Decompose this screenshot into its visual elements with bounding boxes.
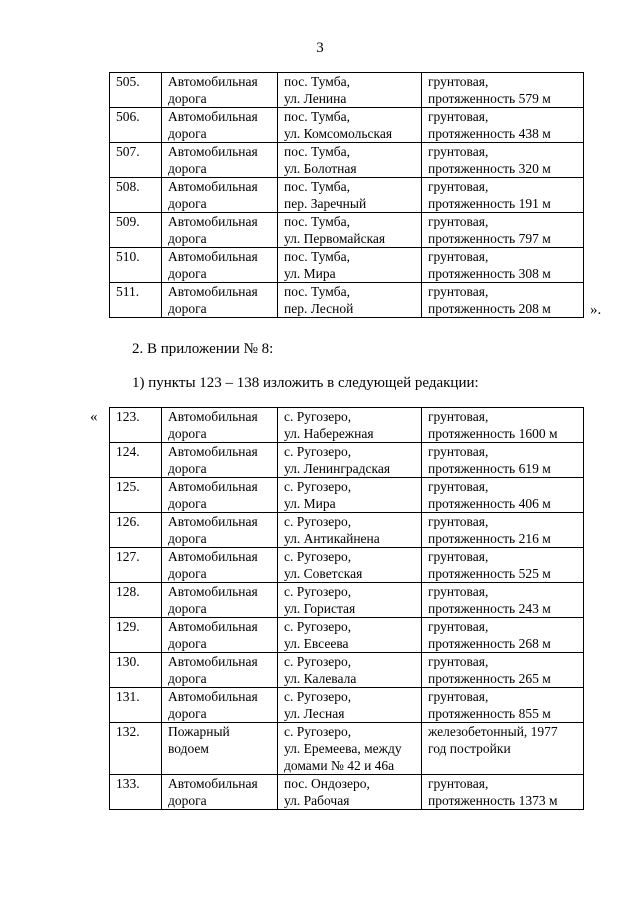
item-number-cell: 508. [110, 178, 162, 213]
item-number-cell: 132. [110, 723, 162, 775]
object-location-line: ул. Набережная [284, 426, 374, 441]
object-description-line: протяженность 797 м [428, 231, 551, 246]
page-number: 3 [316, 40, 324, 56]
item-number-cell: 129. [110, 618, 162, 653]
object-type-cell [162, 283, 278, 318]
object-description-line: грунтовая, [428, 479, 489, 494]
object-location-cell [278, 723, 422, 775]
object-location-line: пос. Тумба, [284, 109, 350, 124]
object-type-cell [162, 775, 278, 810]
object-location-line: ул. Евсеева [284, 636, 349, 651]
object-location-line: с. Ругозеро, [284, 584, 352, 599]
closing-quote: ». [590, 302, 602, 318]
object-type-cell [162, 618, 278, 653]
object-type-line: дорога [168, 793, 207, 808]
object-description-cell [422, 583, 584, 618]
table-row [110, 143, 584, 178]
table-row [110, 688, 584, 723]
item-number-cell: 126. [110, 513, 162, 548]
object-location-line: ул. Калевала [284, 671, 357, 686]
object-location-line: ул. Первомайская [284, 231, 386, 246]
object-type-cell [162, 143, 278, 178]
object-description-line: грунтовая, [428, 249, 489, 264]
object-location-line: пер. Лесной [284, 301, 354, 316]
object-type-cell [162, 583, 278, 618]
table-row [110, 283, 584, 318]
object-description-line: грунтовая, [428, 549, 489, 564]
object-location-cell [278, 213, 422, 248]
object-description-line: грунтовая, [428, 214, 489, 229]
object-type-cell [162, 248, 278, 283]
object-description-cell [422, 653, 584, 688]
object-description-line: протяженность 1373 м [428, 793, 558, 808]
object-type-line: дорога [168, 161, 207, 176]
table-row [110, 618, 584, 653]
object-description-line: железобетонный, 1977 [428, 724, 558, 739]
object-description-cell [422, 513, 584, 548]
object-description-cell [422, 688, 584, 723]
object-description-cell [422, 248, 584, 283]
object-type-cell [162, 723, 278, 775]
object-location-line: с. Ругозеро, [284, 654, 352, 669]
object-location-cell [278, 653, 422, 688]
table-row [110, 478, 584, 513]
object-location-cell [278, 248, 422, 283]
object-location-line: ул. Мира [284, 266, 336, 281]
object-type-cell [162, 108, 278, 143]
object-location-line: пер. Заречный [284, 196, 367, 211]
object-type-line: дорога [168, 426, 207, 441]
object-location-line: пос. Тумба, [284, 249, 350, 264]
object-description-cell [422, 283, 584, 318]
object-type-line: Автомобильная [168, 689, 258, 704]
table-row [110, 108, 584, 143]
object-location-cell [278, 688, 422, 723]
object-location-cell [278, 443, 422, 478]
object-type-line: дорога [168, 196, 207, 211]
object-description-line: протяженность 438 м [428, 126, 551, 141]
object-location-line: ул. Антикайнена [284, 531, 380, 546]
object-type-line: Автомобильная [168, 214, 258, 229]
table-row [110, 775, 584, 810]
object-type-cell [162, 443, 278, 478]
object-type-line: Автомобильная [168, 654, 258, 669]
object-type-cell [162, 178, 278, 213]
object-location-line: пос. Тумба, [284, 144, 350, 159]
object-location-line: ул. Рабочая [284, 793, 350, 808]
table-row [110, 408, 584, 443]
register-table-2 [109, 407, 584, 810]
object-type-cell [162, 408, 278, 443]
object-location-line: ул. Еремеева, между [284, 741, 402, 756]
item-number-cell: 123. [110, 408, 162, 443]
object-type-line: дорога [168, 531, 207, 546]
object-description-cell [422, 108, 584, 143]
paragraph-items-edit: 1) пункты 123 – 138 изложить в следующей редакции: [132, 375, 479, 391]
object-location-line: домами № 42 и 46а [284, 758, 395, 773]
object-location-line: ул. Болотная [284, 161, 357, 176]
object-description-line: протяженность 1600 м [428, 426, 558, 441]
object-description-line: грунтовая, [428, 619, 489, 634]
object-description-line: протяженность 243 м [428, 601, 551, 616]
object-location-cell [278, 548, 422, 583]
object-type-line: Автомобильная [168, 514, 258, 529]
object-type-line: Пожарный [168, 724, 230, 739]
object-location-line: ул. Комсомольская [284, 126, 393, 141]
item-number-cell: 507. [110, 143, 162, 178]
object-description-line: протяженность 308 м [428, 266, 551, 281]
item-number-cell: 124. [110, 443, 162, 478]
object-description-cell [422, 213, 584, 248]
object-description-line: грунтовая, [428, 689, 489, 704]
object-type-line: дорога [168, 91, 207, 106]
table-row [110, 723, 584, 775]
item-number-cell: 506. [110, 108, 162, 143]
object-type-line: Автомобильная [168, 776, 258, 791]
object-type-cell [162, 478, 278, 513]
object-location-cell [278, 408, 422, 443]
table-row [110, 178, 584, 213]
object-location-cell [278, 513, 422, 548]
object-type-line: Автомобильная [168, 619, 258, 634]
object-location-line: пос. Ондозеро, [284, 776, 370, 791]
item-number-cell: 131. [110, 688, 162, 723]
object-type-line: Автомобильная [168, 74, 258, 89]
object-description-line: протяженность 191 м [428, 196, 551, 211]
object-type-cell [162, 213, 278, 248]
object-type-line: дорога [168, 566, 207, 581]
object-type-line: дорога [168, 126, 207, 141]
object-description-line: грунтовая, [428, 409, 489, 424]
object-description-line: грунтовая, [428, 74, 489, 89]
object-location-line: ул. Лесная [284, 706, 345, 721]
table-row [110, 548, 584, 583]
table-row [110, 513, 584, 548]
object-type-line: дорога [168, 301, 207, 316]
object-location-line: с. Ругозеро, [284, 514, 352, 529]
object-type-line: дорога [168, 706, 207, 721]
object-location-line: пос. Тумба, [284, 284, 350, 299]
object-description-cell [422, 478, 584, 513]
object-description-cell [422, 443, 584, 478]
object-location-line: с. Ругозеро, [284, 689, 352, 704]
object-type-line: дорога [168, 461, 207, 476]
object-description-line: протяженность 208 м [428, 301, 551, 316]
table-row [110, 583, 584, 618]
item-number-cell: 127. [110, 548, 162, 583]
object-type-line: дорога [168, 636, 207, 651]
object-type-line: дорога [168, 671, 207, 686]
object-description-line: протяженность 525 м [428, 566, 551, 581]
object-location-cell [278, 478, 422, 513]
object-type-line: водоем [168, 741, 209, 756]
object-description-line: протяженность 265 м [428, 671, 551, 686]
object-type-line: дорога [168, 266, 207, 281]
object-description-cell [422, 408, 584, 443]
object-description-line: грунтовая, [428, 584, 489, 599]
object-description-line: грунтовая, [428, 776, 489, 791]
item-number-cell: 130. [110, 653, 162, 688]
object-description-line: протяженность 216 м [428, 531, 551, 546]
object-description-line: протяженность 579 м [428, 91, 551, 106]
object-location-line: с. Ругозеро, [284, 724, 352, 739]
object-description-line: грунтовая, [428, 144, 489, 159]
object-location-cell [278, 178, 422, 213]
object-location-line: с. Ругозеро, [284, 619, 352, 634]
object-type-line: дорога [168, 496, 207, 511]
object-description-line: протяженность 320 м [428, 161, 551, 176]
item-number-cell: 510. [110, 248, 162, 283]
item-number-cell: 505. [110, 73, 162, 108]
item-number-cell: 128. [110, 583, 162, 618]
object-location-line: пос. Тумба, [284, 74, 350, 89]
paragraph-appendix-8: 2. В приложении № 8: [132, 341, 274, 357]
object-description-line: грунтовая, [428, 179, 489, 194]
item-number-cell: 125. [110, 478, 162, 513]
object-location-line: ул. Мира [284, 496, 336, 511]
object-location-line: с. Ругозеро, [284, 409, 352, 424]
object-description-line: год постройки [428, 741, 511, 756]
object-description-cell [422, 618, 584, 653]
object-description-line: протяженность 855 м [428, 706, 551, 721]
object-type-line: Автомобильная [168, 144, 258, 159]
object-description-line: грунтовая, [428, 654, 489, 669]
table-row [110, 443, 584, 478]
object-type-line: Автомобильная [168, 549, 258, 564]
object-location-line: с. Ругозеро, [284, 479, 352, 494]
object-type-cell [162, 653, 278, 688]
object-type-line: Автомобильная [168, 584, 258, 599]
object-type-line: Автомобильная [168, 179, 258, 194]
object-type-cell [162, 688, 278, 723]
object-description-cell [422, 775, 584, 810]
object-location-line: ул. Советская [284, 566, 363, 581]
object-type-line: дорога [168, 601, 207, 616]
object-location-cell [278, 283, 422, 318]
opening-quote: « [90, 409, 98, 425]
object-description-cell [422, 548, 584, 583]
object-description-cell [422, 723, 584, 775]
table-row [110, 73, 584, 108]
object-location-cell [278, 583, 422, 618]
table-row [110, 653, 584, 688]
object-type-line: Автомобильная [168, 109, 258, 124]
object-type-line: Автомобильная [168, 409, 258, 424]
object-type-cell [162, 548, 278, 583]
object-location-line: пос. Тумба, [284, 179, 350, 194]
object-description-cell [422, 178, 584, 213]
object-description-line: грунтовая, [428, 109, 489, 124]
object-description-cell [422, 73, 584, 108]
object-description-line: протяженность 268 м [428, 636, 551, 651]
object-description-line: грунтовая, [428, 444, 489, 459]
object-location-line: ул. Гористая [284, 601, 356, 616]
item-number-cell: 509. [110, 213, 162, 248]
object-location-cell [278, 775, 422, 810]
object-description-line: протяженность 406 м [428, 496, 551, 511]
object-type-line: Автомобильная [168, 444, 258, 459]
item-number-cell: 133. [110, 775, 162, 810]
object-location-cell [278, 73, 422, 108]
object-type-line: Автомобильная [168, 249, 258, 264]
object-description-line: грунтовая, [428, 514, 489, 529]
object-description-cell [422, 143, 584, 178]
object-location-cell [278, 618, 422, 653]
object-description-line: грунтовая, [428, 284, 489, 299]
register-table-1 [109, 72, 584, 318]
object-location-cell [278, 108, 422, 143]
object-location-line: с. Ругозеро, [284, 549, 352, 564]
object-type-line: дорога [168, 231, 207, 246]
object-type-cell [162, 73, 278, 108]
table-row [110, 213, 584, 248]
table-row [110, 248, 584, 283]
object-type-cell [162, 513, 278, 548]
object-type-line: Автомобильная [168, 479, 258, 494]
object-location-line: ул. Ленинградская [284, 461, 391, 476]
object-location-line: ул. Ленина [284, 91, 347, 106]
object-location-line: пос. Тумба, [284, 214, 350, 229]
object-description-line: протяженность 619 м [428, 461, 551, 476]
object-type-line: Автомобильная [168, 284, 258, 299]
object-location-line: с. Ругозеро, [284, 444, 352, 459]
item-number-cell: 511. [110, 283, 162, 318]
object-location-cell [278, 143, 422, 178]
